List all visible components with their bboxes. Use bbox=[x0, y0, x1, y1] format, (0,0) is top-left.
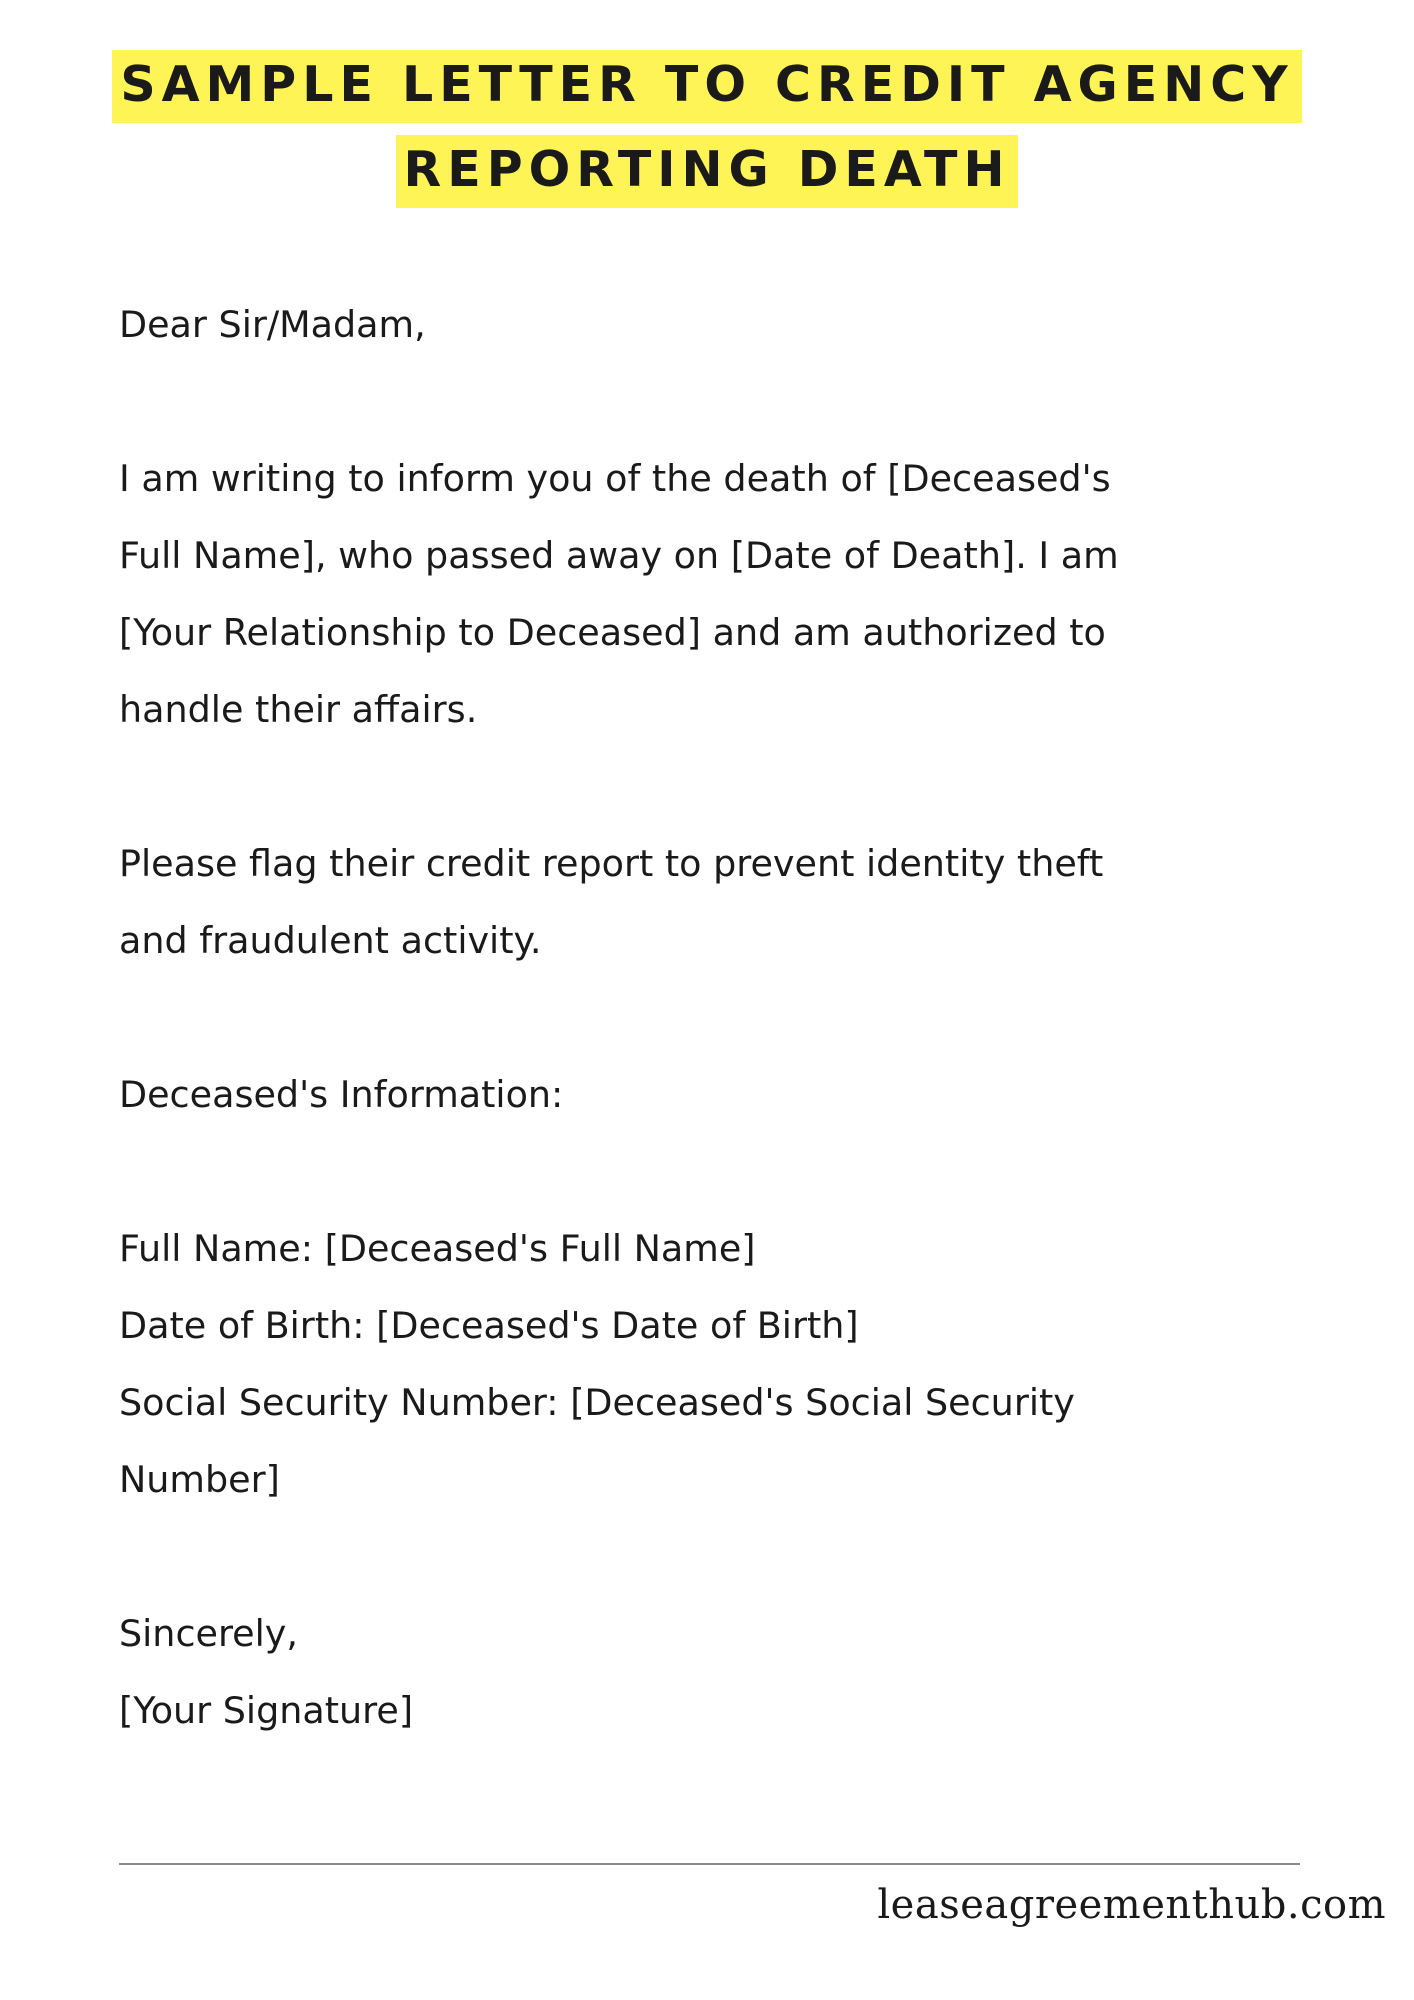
info-ssn: Social Security Number: [Deceased's Social Security bbox=[119, 1381, 1075, 1424]
paragraph-request bbox=[119, 825, 1319, 979]
paragraph-notification bbox=[119, 440, 1319, 748]
website-footer: leaseagreementhub.com bbox=[877, 1882, 1386, 1928]
paragraph-line: I am writing to inform you of the death of [Deceased's bbox=[119, 457, 1111, 500]
document-title bbox=[0, 50, 1414, 220]
info-ssn-continued: Number] bbox=[119, 1458, 280, 1501]
signature-placeholder: [Your Signature] bbox=[119, 1689, 414, 1732]
footer-divider bbox=[119, 1863, 1300, 1865]
paragraph-line: and fraudulent activity. bbox=[119, 919, 542, 962]
closing-block bbox=[119, 1595, 1319, 1749]
deceased-info-list bbox=[119, 1210, 1319, 1518]
paragraph-line: [Your Relationship to Deceased] and am authorized to bbox=[119, 611, 1106, 654]
info-heading: Deceased's Information: bbox=[119, 1073, 564, 1116]
closing: Sincerely, bbox=[119, 1612, 298, 1655]
letter-body bbox=[119, 286, 1319, 1826]
title-line-1: SAMPLE LETTER TO CREDIT AGENCY bbox=[112, 50, 1301, 123]
paragraph-line: handle their affairs. bbox=[119, 688, 478, 731]
paragraph-line: Full Name], who passed away on [Date of Death]. I am bbox=[119, 534, 1119, 577]
paragraph-line: Please flag their credit report to prevent identity theft bbox=[119, 842, 1104, 885]
info-full-name: Full Name: [Deceased's Full Name] bbox=[119, 1227, 756, 1270]
title-line-2: REPORTING DEATH bbox=[396, 135, 1019, 208]
info-date-of-birth: Date of Birth: [Deceased's Date of Birth] bbox=[119, 1304, 859, 1347]
salutation: Dear Sir/Madam, bbox=[119, 303, 426, 346]
